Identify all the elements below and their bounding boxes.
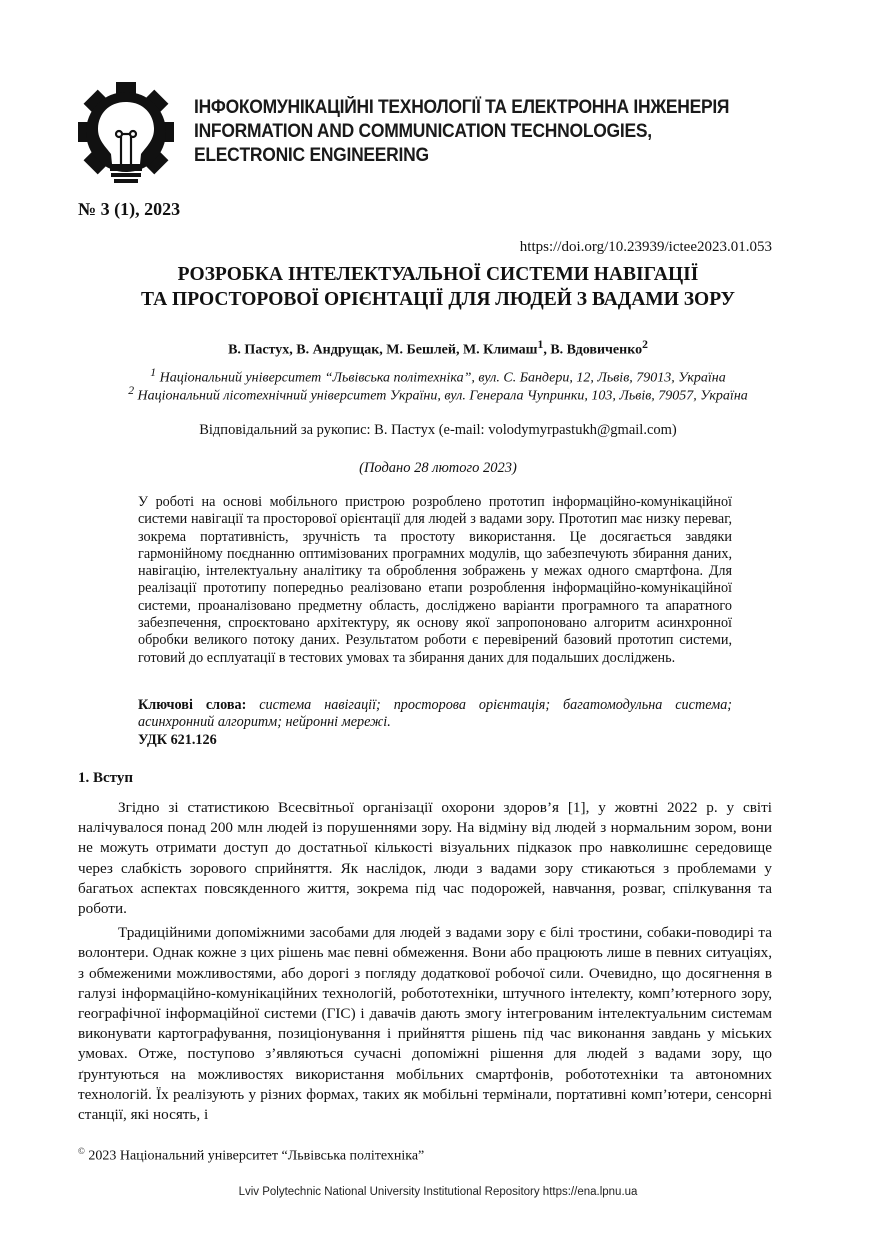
affiliation-text: Національний університет “Львівська політехніка”, вул. С. Бандери, 12, Львів, 79013, Україна xyxy=(159,370,726,386)
keywords-list: система навігації; просторова орієнтація; багатомодульна система; асинхронний алгоритм; нейронні мережі. xyxy=(138,697,733,731)
abstract: У роботі на основі мобільного пристрою розроблено прототип інформаційно-комунікаційної системи навігації та просторової орієнтації для людей з вадами зору. Прототип має низку переваг, зокрема портативність, зручність та простоту використання. Це досягається завдяки гармонійному поєднанню оптимізованих програмних модулів, що забезпечують збирання даних, навігацію, інтелектуальну аналітику та оброблення зображень у межах одного смартфона. Для реалізації прототипу попередньо реалізовано етапи розроблення інформаційно-комунікаційної системи, проаналізовано предметну область, досліджено варіанти програмного та апаратного забезпечення, спроєктовано архітектуру, як основу якої запропоновано алгоритм асинхронної обробки великого потоку даних. Результатом роботи є перевірений базовий прототип системи, готовий до есплуатації в тестових умовах та збирання даних для подальших досліджень. xyxy=(138,494,732,666)
authors-last: , В. Вдовиченко xyxy=(543,342,643,358)
copyright-text: 2023 Національний університет “Львівська політехніка” xyxy=(84,1148,425,1164)
authors-main: В. Пастух, В. Андрущак, М. Бешлей, М. Климаш xyxy=(228,342,538,358)
affiliation-sup: 1 xyxy=(150,366,157,379)
section-heading: 1. Вступ xyxy=(78,770,133,786)
article-title-line-2: ТА ПРОСТОРОВОЇ ОРІЄНТАЦІЇ ДЛЯ ЛЮДЕЙ З ВАДАМИ ЗОРУ xyxy=(141,289,735,310)
repository-footer: Lviv Polytechnic National University Institutional Repository https://ena.lpnu.ua xyxy=(238,1186,638,1198)
paragraph: Згідно зі статистикою Всесвітньої організації охорони здоров’я [1], у жовтні 2022 р. у світі налічувалося понад 200 млн людей із порушеннями зору. На відміну від людей з нормальним зором, вони не можуть отримати доступ до достатньої кількості візуальних підказок про навколишнє середовище через слабкість зорового сприйняття. Як наслідок, люди з вадами зору стикаються з проблемами у багатьох аспектах повсякденного життя, зокрема під час подорожей, навчання, розваг, спілкування та роботи. xyxy=(78,799,772,918)
authors xyxy=(60,338,816,359)
affiliation-2 xyxy=(40,382,836,406)
keywords xyxy=(138,697,732,732)
copyright-icon: © xyxy=(78,1146,85,1156)
journal-title xyxy=(194,96,764,168)
article-title-line-1: РОЗРОБКА ІНТЕЛЕКТУАЛЬНОЇ СИСТЕМИ НАВІГАЦІЇ xyxy=(177,264,699,285)
journal-title-en-2: ELECTRONIC ENGINEERING xyxy=(194,145,429,166)
affiliation-mark-1: 1 xyxy=(537,338,544,351)
issue-number: № 3 (1), 2023 xyxy=(78,199,181,219)
submission-date: (Подано 28 лютого 2023) xyxy=(359,460,517,476)
copyright-footnote xyxy=(78,1146,424,1165)
article-title xyxy=(60,262,816,312)
udc-code: УДК 621.126 xyxy=(138,732,217,748)
body-text xyxy=(78,798,772,1129)
gear-lightbulb-icon xyxy=(78,82,174,190)
corresponding-author: Відповідальний за рукопис: В. Пастух (e-mail: volodymyrpastukh@gmail.com) xyxy=(199,422,677,438)
doi-link[interactable]: https://doi.org/10.23939/ictee2023.01.053 xyxy=(519,239,772,255)
affiliation-sup: 2 xyxy=(128,384,135,397)
paragraph: Традиційними допоміжними засобами для людей з вадами зору є білі тростини, собаки-поводирі та волонтери. Однак кожне з цих рішень має певні обмеження. Вони або працюють лише в певних ситуаціях, з обмеженими можливостями, або дорогі з погляду додаткової робочої сили. Очевидно, що досягнення в галузі інформаційно-комунікаційних технологій, робототехніки, штучного інтелекту, комп’ютерного зору, географічної інформаційної системи (ГІС) і давачів дають змогу інтегрованим інтелектуальним системам виконувати картографування, позиціонування і прийняття рішень під час виконання завдань у міських умовах. Отже, поступово з’являються сучасні допоміжні рішення для людей з вадами зору, що ґрунтуються на можливостях використання мобільних смартфонів, робототехніки та автономних технологій. Їх реалізують у різних формах, таких як мобільні термінали, портативні комп’ютери, сенсорні станції, які носять, і xyxy=(78,924,772,1124)
journal-title-en-1: INFORMATION AND COMMUNICATION TECHNOLOGIES, xyxy=(194,121,652,142)
affiliation-text: Національний лісотехнічний університет України, вул. Генерала Чупринки, 103, Львів, 79057, Україна xyxy=(137,388,748,404)
affiliation-mark-2: 2 xyxy=(642,338,648,351)
keywords-label: Ключові слова: xyxy=(138,697,247,713)
journal-title-ua: ІНФОКОМУНІКАЦІЙНІ ТЕХНОЛОГІЇ ТА ЕЛЕКТРОННА ІНЖЕНЕРІЯ xyxy=(194,97,730,118)
